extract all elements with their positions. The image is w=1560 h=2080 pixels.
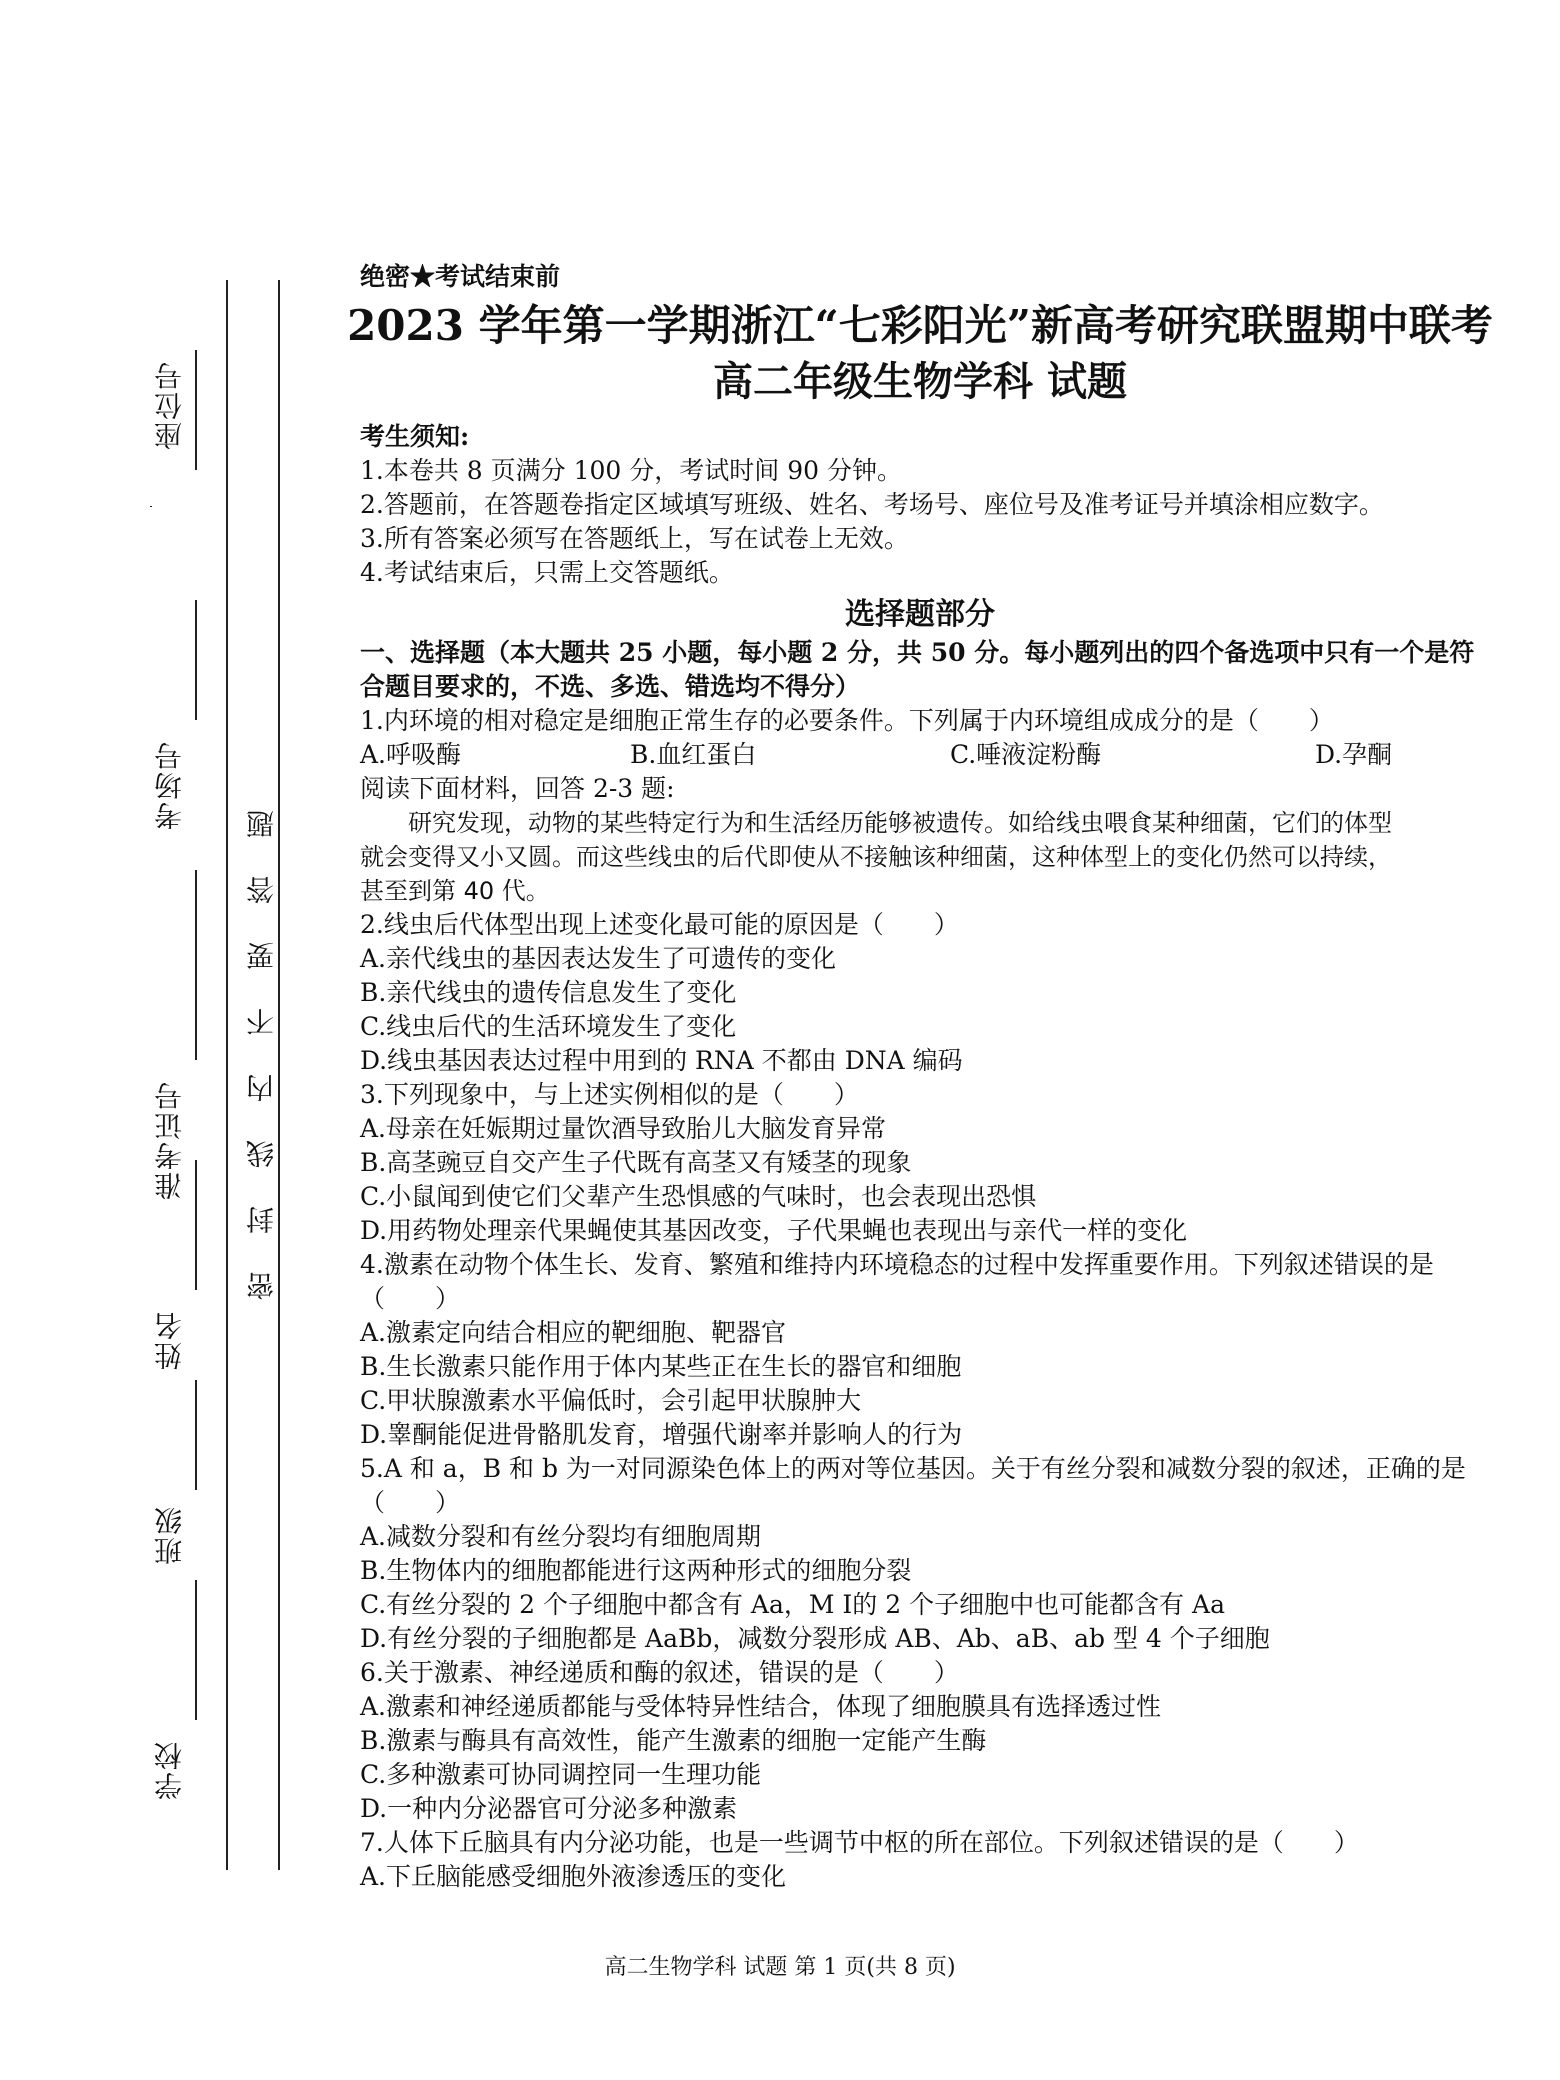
question-1-options bbox=[360, 738, 1480, 772]
question-5-stem: （ ） bbox=[360, 1488, 461, 1517]
question-7-stem: 7.人体下丘脑具有内分泌功能，也是一些调节中枢的所在部位。下列叙述错误的是（ ） bbox=[360, 1828, 1359, 1857]
option: A.母亲在妊娠期过量饮酒导致胎儿大脑发育异常 bbox=[360, 1114, 887, 1143]
notice-item: 1.本卷共 8 页满分 100 分，考试时间 90 分钟。 bbox=[360, 456, 902, 485]
question-4-stem: （ ） bbox=[360, 1284, 461, 1313]
question-5-stem: 5.A 和 a，B 和 b 为一对同源染色体上的两对等位基因。关于有丝分裂和减数分裂的叙述，正确的是 bbox=[360, 1454, 1466, 1483]
option: C.多种激素可协同调控同一生理功能 bbox=[360, 1760, 762, 1789]
admission-number-field: 准考证号 bbox=[153, 1080, 186, 1200]
option: D.线虫基因表达过程中用到的 RNA 不都由 DNA 编码 bbox=[360, 1046, 963, 1075]
question-2-stem: 2.线虫后代体型出现上述变化最可能的原因是（ ） bbox=[360, 910, 959, 939]
option: C.甲状腺激素水平偏低时，会引起甲状腺肿大 bbox=[360, 1386, 862, 1415]
material-text: 就会变得又小又圆。而这些线虫的后代即使从不接触该种细菌，这种体型上的变化仍然可以持续， bbox=[360, 843, 1392, 871]
option: A.呼吸酶 bbox=[360, 740, 462, 769]
option: C.线虫后代的生活环境发生了变化 bbox=[360, 1012, 737, 1041]
option: D.用药物处理亲代果蝇使其基因改变，子代果蝇也表现出与亲代一样的变化 bbox=[360, 1216, 1188, 1245]
exam-title: 2023 学年第一学期浙江“七彩阳光”新高考研究联盟期中联考 bbox=[347, 301, 1493, 350]
page-footer: 高二生物学科 试题 第 1 页(共 8 页) bbox=[604, 1955, 956, 1980]
notice-item: 3.所有答案必须写在答题纸上，写在试卷上无效。 bbox=[360, 524, 909, 553]
option: C.小鼠闻到使它们父辈产生恐惧感的气味时，也会表现出恐惧 bbox=[360, 1182, 1037, 1211]
material-intro: 阅读下面材料，回答 2-3 题: bbox=[360, 774, 675, 803]
option: C.有丝分裂的 2 个子细胞中都含有 Aa，M Ⅰ的 2 个子细胞中也可能都含有 Aa bbox=[360, 1590, 1226, 1619]
option: B.高茎豌豆自交产生子代既有高茎又有矮茎的现象 bbox=[360, 1148, 912, 1177]
section-instructions: 一、选择题（本大题共 25 小题，每小题 2 分，共 50 分。每小题列出的四个备选项中只有一个是符 bbox=[360, 638, 1475, 667]
question-4-stem: 4.激素在动物个体生长、发育、繁殖和维持内环境稳态的过程中发挥重要作用。下列叙述错误的是 bbox=[360, 1250, 1434, 1279]
confidential-label: 绝密★考试结束前 bbox=[360, 262, 561, 291]
name-field: 姓名 bbox=[153, 1310, 186, 1370]
notice-heading: 考生须知: bbox=[360, 422, 470, 451]
question-1-stem: 1.内环境的相对稳定是细胞正常生存的必要条件。下列属于内环境组成成分的是（ ） bbox=[360, 706, 1334, 735]
section-instructions: 合题目要求的，不选、多选、错选均不得分） bbox=[360, 672, 861, 701]
option: B.激素与酶具有高效性，能产生激素的细胞一定能产生酶 bbox=[360, 1726, 987, 1755]
exam-subtitle: 高二年级生物学科 试题 bbox=[713, 358, 1127, 405]
material-text: 研究发现，动物的某些特定行为和生活经历能够被遗传。如给线虫喂食某种细菌，它们的体型 bbox=[408, 809, 1392, 837]
exam-room-field: 考场号 bbox=[153, 740, 186, 830]
option: D.孕酮 bbox=[1315, 740, 1393, 769]
material-text: 甚至到第 40 代。 bbox=[360, 877, 550, 905]
school-field: 学校 bbox=[153, 1740, 186, 1800]
option: B.生长激素只能作用于体内某些正在生长的器官和细胞 bbox=[360, 1352, 962, 1381]
option: A.亲代线虫的基因表达发生了可遗传的变化 bbox=[360, 944, 837, 973]
option: A.减数分裂和有丝分裂均有细胞周期 bbox=[360, 1522, 762, 1551]
notice-item: 4.考试结束后，只需上交答题纸。 bbox=[360, 558, 734, 587]
seat-number-field: 座位号 bbox=[153, 360, 186, 450]
option: A.激素定向结合相应的靶细胞、靶器官 bbox=[360, 1318, 787, 1347]
option: D.一种内分泌器官可分泌多种激素 bbox=[360, 1794, 738, 1823]
option: D.睾酮能促进骨骼肌发育，增强代谢率并影响人的行为 bbox=[360, 1420, 963, 1449]
exam-content bbox=[347, 260, 1493, 1894]
class-field: 班级 bbox=[153, 1505, 186, 1565]
question-3-stem: 3.下列现象中，与上述实例相似的是（ ） bbox=[360, 1080, 859, 1109]
option: D.有丝分裂的子细胞都是 AaBb，减数分裂形成 AB、Ab、aB、ab 型 4 个子细胞 bbox=[360, 1624, 1270, 1653]
section-title: 选择题部分 bbox=[845, 597, 995, 632]
option: A.激素和神经递质都能与受体特异性结合，体现了细胞膜具有选择透过性 bbox=[360, 1692, 1162, 1721]
question-6-stem: 6.关于激素、神经递质和酶的叙述，错误的是（ ） bbox=[360, 1658, 959, 1687]
seal-notice: 题 答 要 不 内 线 封 密 bbox=[245, 810, 278, 1300]
notice-item: 2.答题前，在答题卷指定区域填写班级、姓名、考场号、座位号及准考证号并填涂相应数字。 bbox=[360, 490, 1384, 519]
option: B.生物体内的细胞都能进行这两种形式的细胞分裂 bbox=[360, 1556, 912, 1585]
option: A.下丘脑能感受细胞外液渗透压的变化 bbox=[360, 1862, 787, 1891]
option: B.血红蛋白 bbox=[630, 740, 757, 769]
option: B.亲代线虫的遗传信息发生了变化 bbox=[360, 978, 737, 1007]
option: C.唾液淀粉酶 bbox=[950, 740, 1102, 769]
